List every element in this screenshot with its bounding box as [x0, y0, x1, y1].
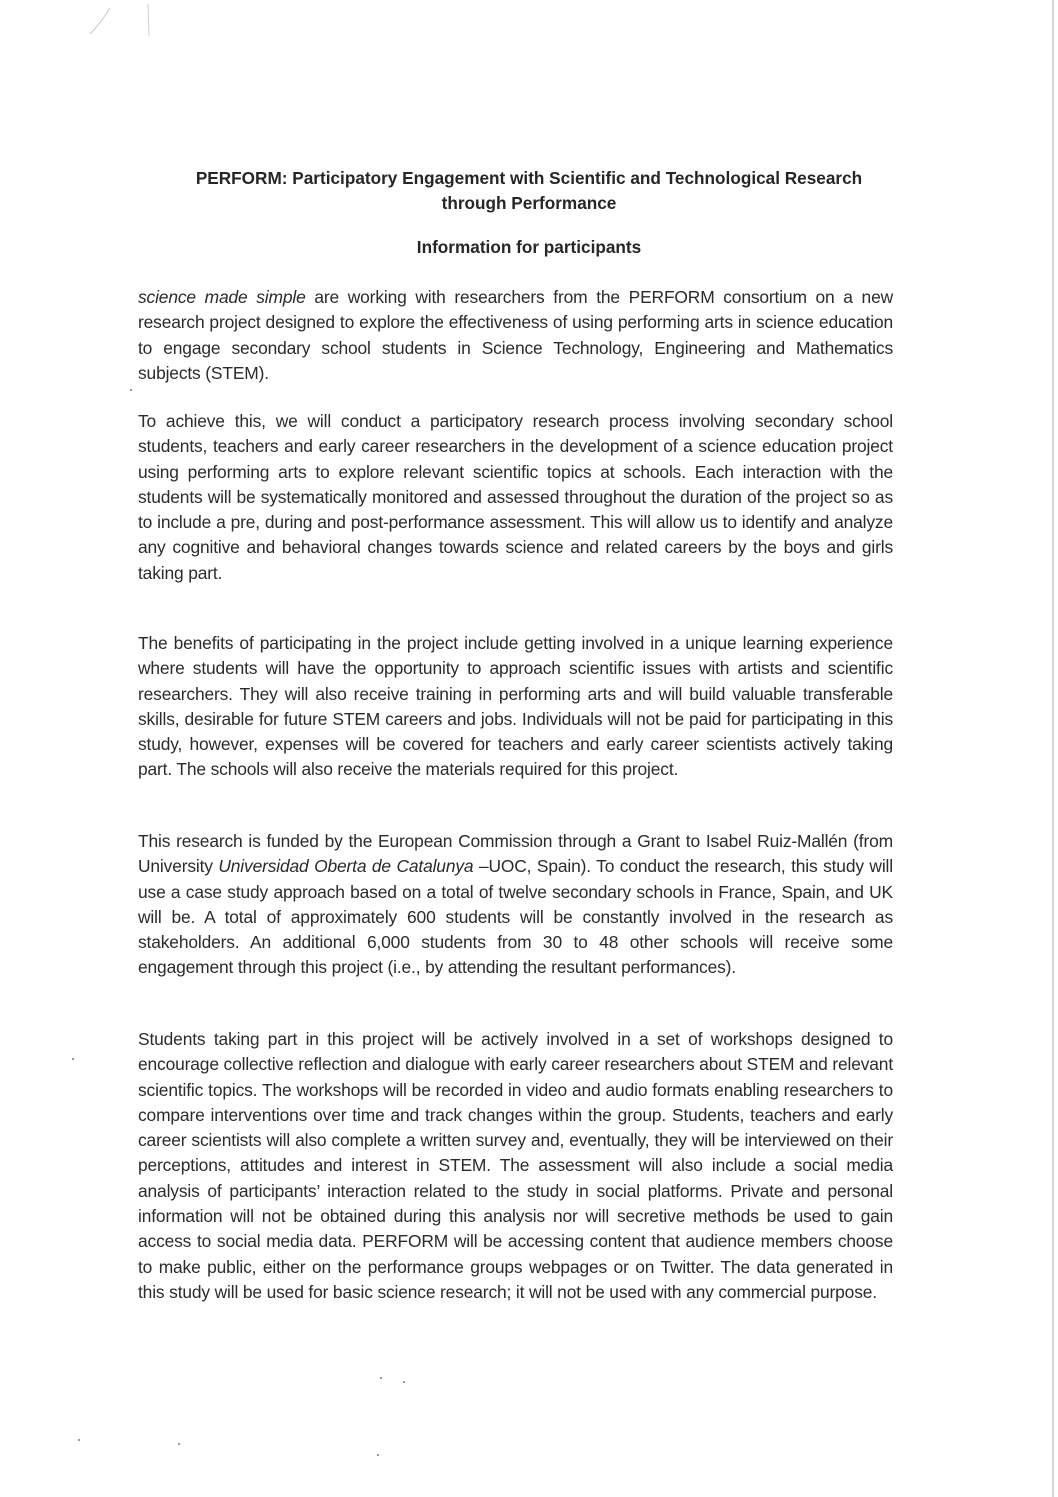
paragraph-intro-text: are working with researchers from the PERFORM consortium on a new research project designed to explore the effectiveness of using performing arts in science education to engage secondary school students in Science Technology, Engineering and Mathematics subjects (STEM). [138, 287, 893, 383]
paragraph-funding [138, 829, 893, 981]
scan-speck [78, 1439, 80, 1441]
university-name: Universidad Oberta de Catalunya [218, 856, 474, 877]
scan-border-line [1052, 0, 1054, 1497]
scan-speck [377, 1454, 379, 1456]
paragraph-funding-text-before: This research is funded by the European Commission through a Grant to Isabel Ruiz-Mallén (from University [138, 831, 893, 877]
document-title [140, 166, 918, 216]
document-title-line-1: PERFORM: Participatory Engagement with Scientific and Technological Research [195, 168, 863, 188]
paragraph-methodology: To achieve this, we will conduct a participatory research process involving secondary school students, teachers and early career researchers in the development of a science education project using performing arts to explore relevant scientific topics at schools. Each interaction with the students will be systematically monitored and assessed throughout the duration of the project so as to include a pre, during and post-performance assessment. This will allow us to identify and analyze any cognitive and behavioral changes towards science and related careers by the boys and girls taking part. [138, 411, 893, 583]
document-subtitle: Information for participants [416, 237, 642, 257]
document-header [140, 166, 918, 260]
paragraph-funding-text-after: –UOC, Spain). To conduct the research, this study will use a case study approach based on a total of twelve secondary schools in France, Spain, and UK will be. A total of approximately 600 students will be constantly involved in the research as stakeholders. An additional 6,000 students from 30 to 48 other schools will receive some engagement through this project (i.e., by attending the resultant performances). [138, 856, 893, 978]
scan-speck [178, 1443, 180, 1445]
paragraph-intro [138, 285, 893, 386]
organization-name: science made simple [138, 287, 306, 307]
document-title-line-2: through Performance [441, 193, 617, 213]
scan-speck [72, 1058, 74, 1060]
paragraph-data-collection: Students taking part in this project will be actively involved in a set of workshops designed to encourage collective reflection and dialogue with early career researchers about STEM and relevant scientific topics. The workshops will be recorded in video and audio formats enabling researchers to compare interventions over time and track changes within the group. Students, teachers and early career scientists will also complete a written survey and, eventually, they will be interviewed on their perceptions, attitudes and interest in STEM. The assessment will also include a social media analysis of participants’ interaction related to the study in social platforms. Private and personal information will not be obtained during this analysis nor will secretive methods be used to gain access to social media data. PERFORM will be accessing content that audience members choose to make public, either on the performance groups webpages or on Twitter. The data generated in this study will be used for basic science research; it will not be used with any commercial purpose. [138, 1029, 893, 1302]
scan-speck [380, 1377, 382, 1379]
scan-speck [130, 389, 132, 391]
scan-speck [403, 1381, 405, 1383]
scan-artifact-mark [88, 2, 158, 38]
paragraph-benefits: The benefits of participating in the project include getting involved in a unique learning experience where students will have the opportunity to approach scientific issues with artists and scientific researchers. They will also receive training in performing arts and will build valuable transferable skills, desirable for future STEM careers and jobs. Individuals will not be paid for participating in this study, however, expenses will be covered for teachers and early career scientists actively taking part. The schools will also receive the materials required for this project. [138, 633, 893, 780]
